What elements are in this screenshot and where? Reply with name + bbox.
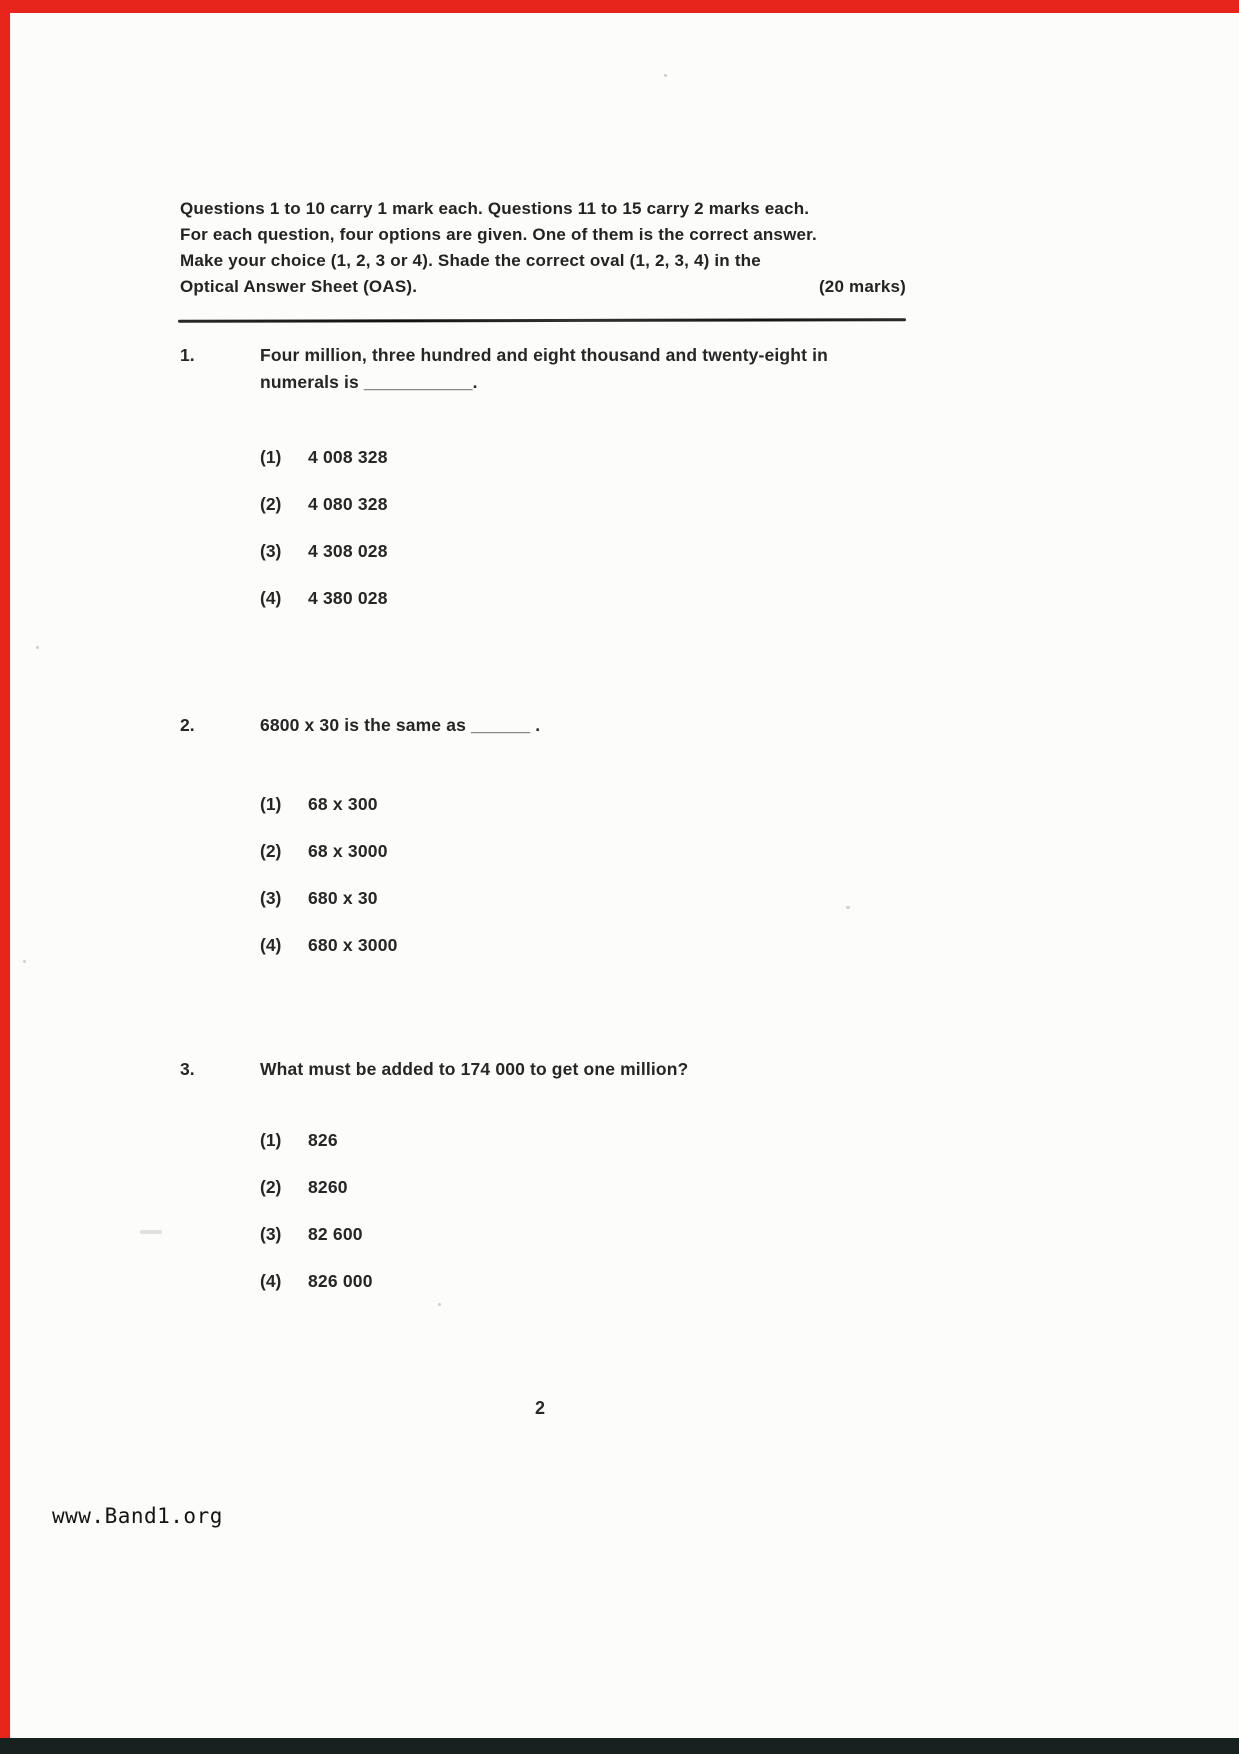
- question-2: [180, 712, 940, 979]
- scan-artifact: [438, 1303, 441, 1306]
- scan-artifact: [846, 906, 850, 909]
- footer-url: www.Band1.org: [52, 1504, 223, 1528]
- option-value: 68 x 3000: [308, 841, 388, 861]
- option-value: 4 080 328: [308, 494, 388, 514]
- option: [260, 491, 940, 518]
- instructions-block: [180, 196, 906, 300]
- option-value: 82 600: [308, 1224, 363, 1244]
- option: [260, 885, 940, 912]
- scan-edge-bottom: [0, 1738, 1239, 1754]
- option-value: 826: [308, 1130, 338, 1150]
- question-number: 3.: [180, 1059, 195, 1079]
- option-label: (2): [260, 1177, 282, 1197]
- options-list: [260, 791, 940, 959]
- option-label: (2): [260, 494, 282, 514]
- scan-artifact: [664, 74, 667, 77]
- option-value: 4 308 028: [308, 541, 388, 561]
- options-list: [260, 1127, 940, 1295]
- option-label: (2): [260, 841, 282, 861]
- instructions-line: Optical Answer Sheet (OAS).: [180, 277, 418, 296]
- question-1: [180, 342, 940, 632]
- option-value: 68 x 300: [308, 794, 378, 814]
- option-label: (3): [260, 541, 282, 561]
- option-label: (1): [260, 794, 282, 814]
- question-number: 1.: [180, 345, 195, 365]
- scan-edge-top: [0, 0, 1239, 13]
- instructions-line: For each question, four options are given. One of them is the correct answer.: [180, 225, 817, 244]
- question-text: 6800 x 30 is the same as ______ .: [260, 715, 541, 735]
- instructions-line: Questions 1 to 10 carry 1 mark each. Questions 11 to 15 carry 2 marks each.: [180, 199, 810, 218]
- option-label: (4): [260, 588, 282, 608]
- option-label: (4): [260, 935, 282, 955]
- option-value: 8260: [308, 1177, 348, 1197]
- option-label: (1): [260, 1130, 282, 1150]
- marks-total: (20 marks): [818, 277, 906, 296]
- question-text: Four million, three hundred and eight thousand and twenty-eight in numerals is ___________.: [260, 345, 828, 392]
- scan-artifact: [140, 1230, 162, 1234]
- option-value: 4 008 328: [308, 447, 388, 467]
- option: [260, 838, 940, 865]
- option: [260, 444, 940, 471]
- option: [260, 791, 940, 818]
- option-value: 4 380 028: [308, 588, 388, 608]
- scan-edge-left: [0, 0, 10, 1738]
- option-value: 680 x 3000: [308, 935, 398, 955]
- option: [260, 538, 940, 565]
- option: [260, 1221, 940, 1248]
- option-label: (3): [260, 1224, 282, 1244]
- option: [260, 932, 940, 959]
- page-number: 2: [534, 1398, 545, 1418]
- option: [260, 1127, 940, 1154]
- instructions-line: Make your choice (1, 2, 3 or 4). Shade the correct oval (1, 2, 3, 4) in the: [180, 251, 761, 270]
- options-list: [260, 444, 940, 612]
- option: [260, 585, 940, 612]
- option-value: 680 x 30: [308, 888, 378, 908]
- scan-artifact: [23, 960, 26, 963]
- question-3: [180, 1056, 940, 1315]
- option: [260, 1174, 940, 1201]
- option-value: 826 000: [308, 1271, 373, 1291]
- option-label: (1): [260, 447, 282, 467]
- question-number: 2.: [180, 715, 195, 735]
- option-label: (3): [260, 888, 282, 908]
- option: [260, 1268, 940, 1295]
- option-label: (4): [260, 1271, 282, 1291]
- scan-artifact: [36, 646, 39, 649]
- section-divider: [178, 318, 906, 323]
- question-text: What must be added to 174 000 to get one million?: [260, 1059, 689, 1079]
